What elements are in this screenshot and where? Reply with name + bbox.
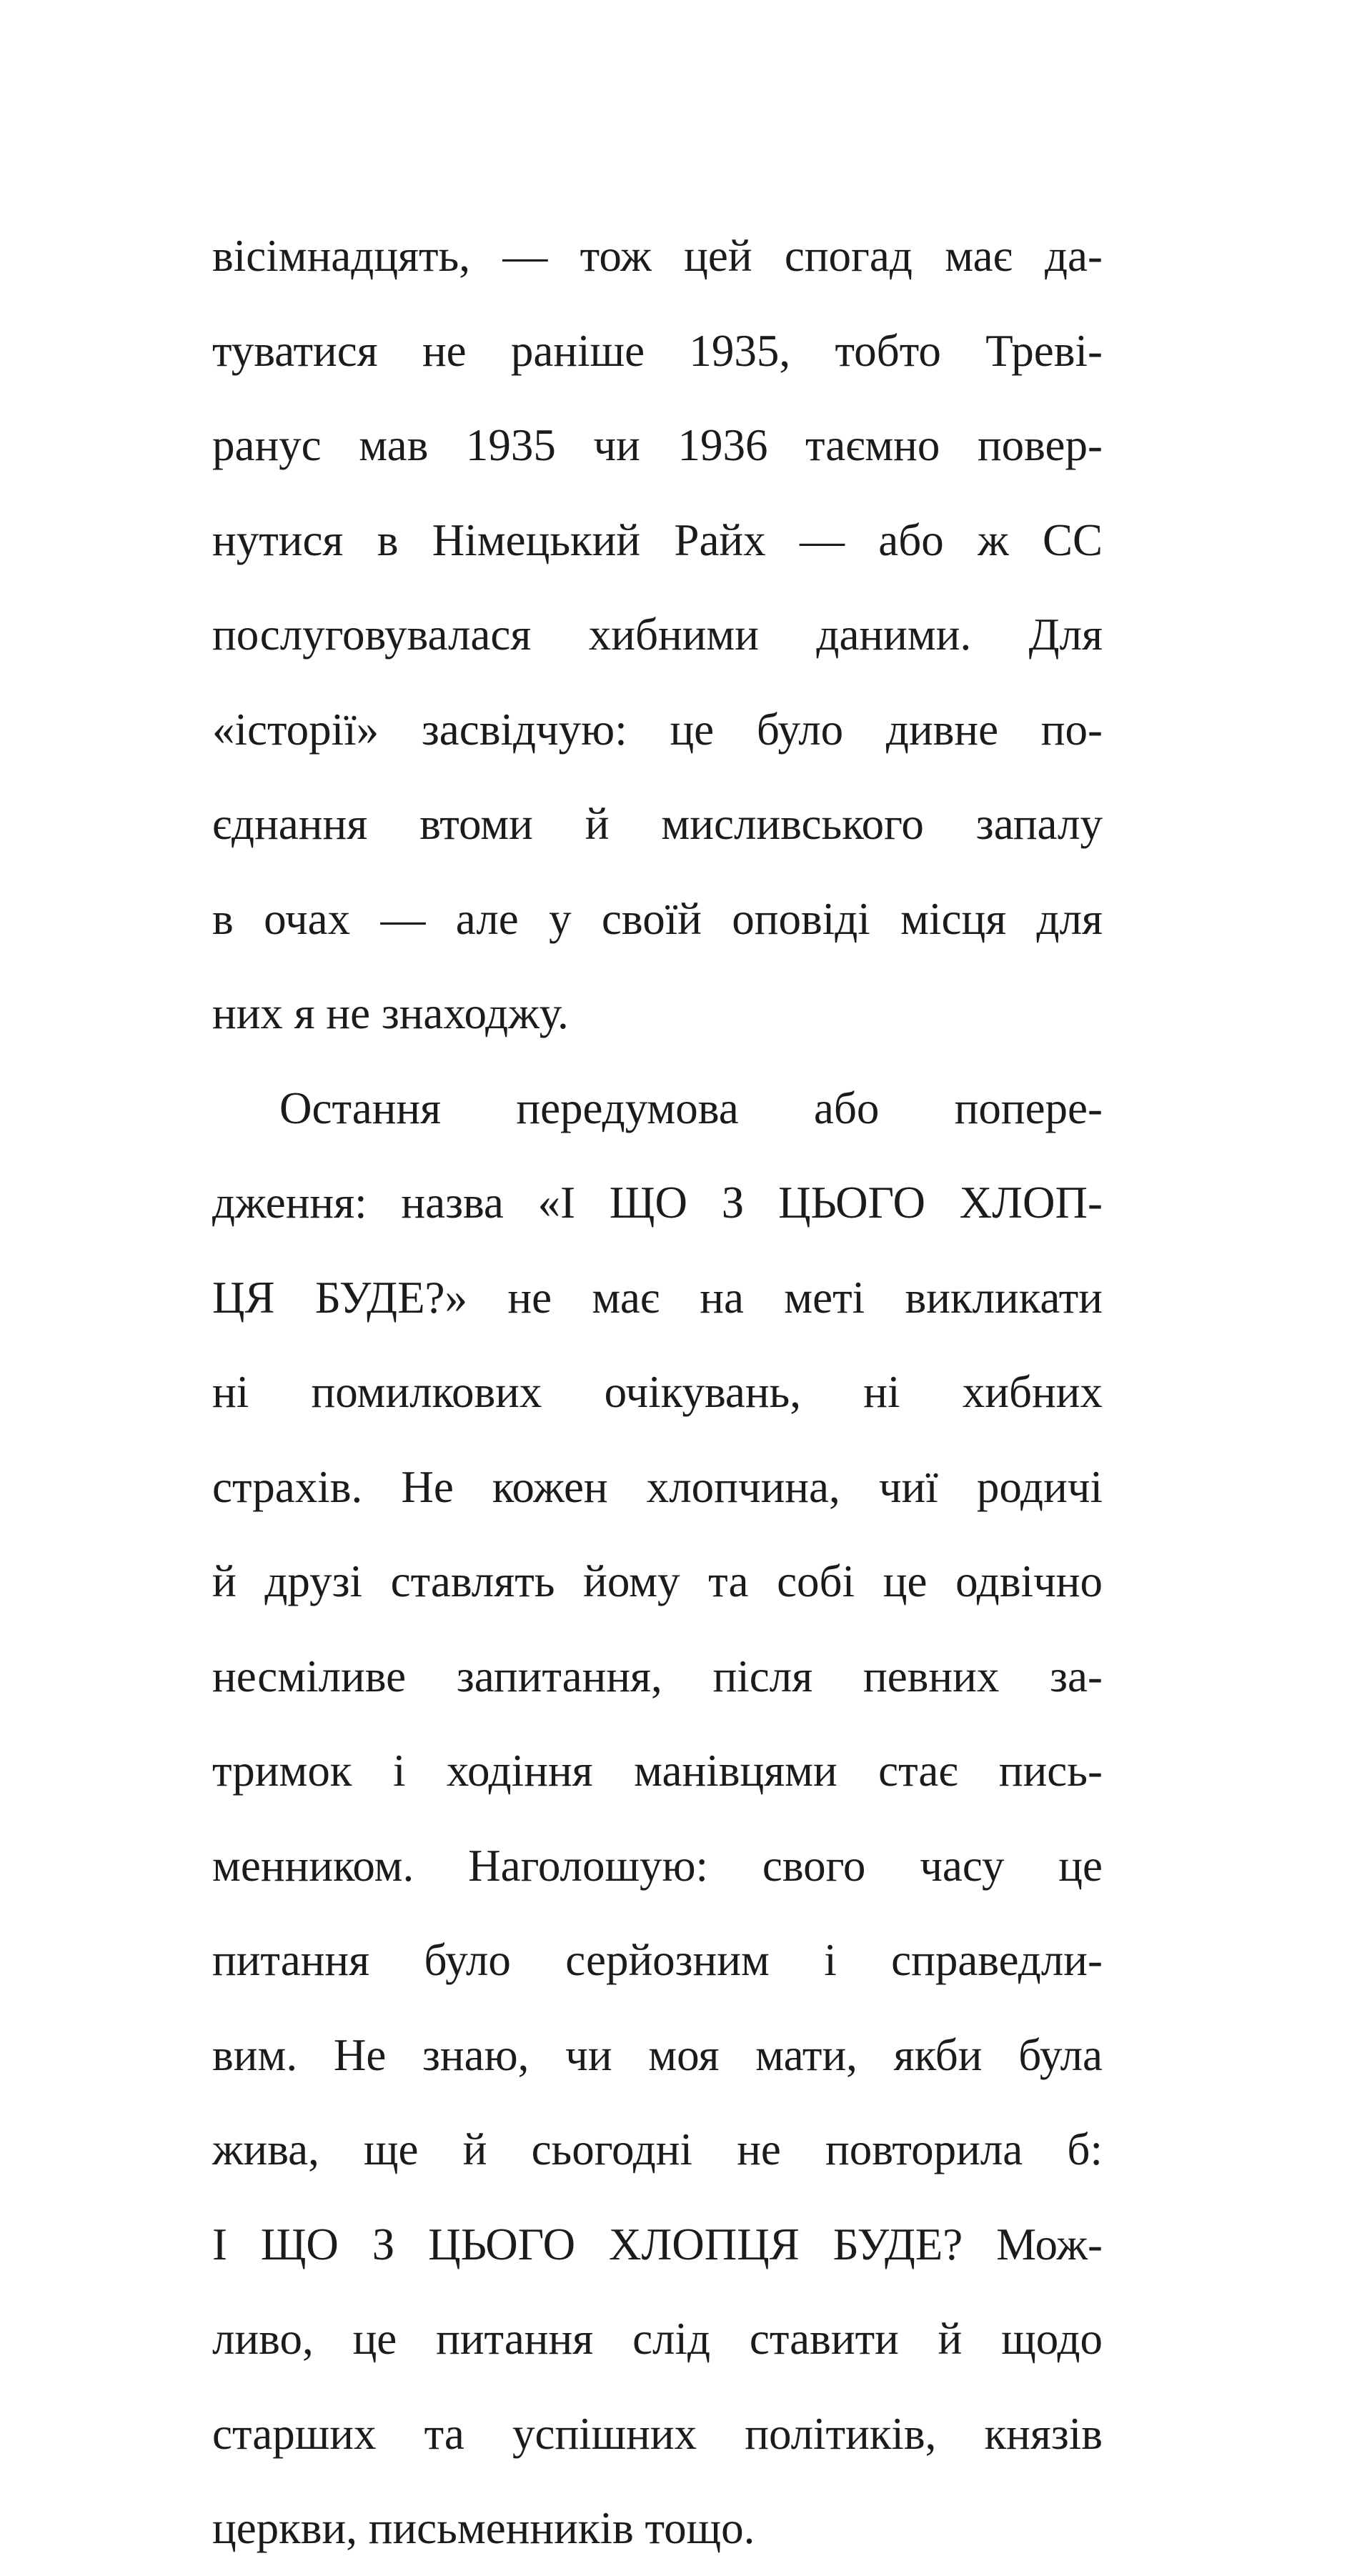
text-line: нутися в Німецький Райх — або ж СС — [212, 514, 1103, 565]
text-line: туватися не раніше 1935, тобто Треві- — [212, 325, 1103, 376]
text-line: І ЩО З ЦЬОГО ХЛОПЦЯ БУДЕ? Мож- — [212, 2219, 1103, 2269]
page-body-text — [212, 209, 1103, 2576]
text-line: дження: назва «І ЩО З ЦЬОГО ХЛОП- — [212, 1178, 1103, 1228]
text-line: ні помилкових очікувань, ні хибних — [212, 1367, 1103, 1417]
text-line: в очах — але у своїй оповіді місця для — [212, 893, 1103, 944]
paragraph-2 — [212, 1061, 1103, 2576]
text-line: несміливе запитання, після певних за- — [212, 1651, 1103, 1701]
text-line: тримок і ходіння манівцями стає пись- — [212, 1746, 1103, 1796]
text-line: ранус мав 1935 чи 1936 таємно повер- — [212, 420, 1103, 470]
text-line: вісімнадцять, — тож цей спогад має да- — [212, 231, 1103, 281]
text-line: вим. Не знаю, чи моя мати, якби була — [212, 2029, 1103, 2080]
text-line: й друзі ставлять йому та собі це одвічно — [212, 1556, 1103, 1606]
text-line: жива, ще й сьогодні не повторила б: — [212, 2124, 1103, 2174]
text-line: питання було серйозним і справедли- — [212, 1935, 1103, 1985]
text-line: менником. Наголошую: свого часу це — [212, 1840, 1103, 1891]
text-line: єднання втоми й мисливського запалу — [212, 799, 1103, 849]
text-line: послуговувалася хибними даними. Для — [212, 610, 1103, 660]
text-line: Остання передумова або попере- — [279, 1083, 1103, 1133]
text-line: страхів. Не кожен хлопчина, чиї родичі — [212, 1461, 1103, 1512]
text-line: ЦЯ БУДЕ?» не має на меті викликати — [212, 1272, 1103, 1323]
text-line: «історії» засвідчую: це було дивне по- — [212, 704, 1103, 755]
paragraph-1 — [212, 209, 1103, 1061]
text-line: ливо, це питання слід ставити й щодо — [212, 2314, 1103, 2364]
text-line: церкви, письменників тощо. — [212, 2503, 755, 2553]
text-line: них я не знаходжу. — [212, 988, 569, 1038]
text-line: старших та успішних політиків, князів — [212, 2408, 1103, 2459]
